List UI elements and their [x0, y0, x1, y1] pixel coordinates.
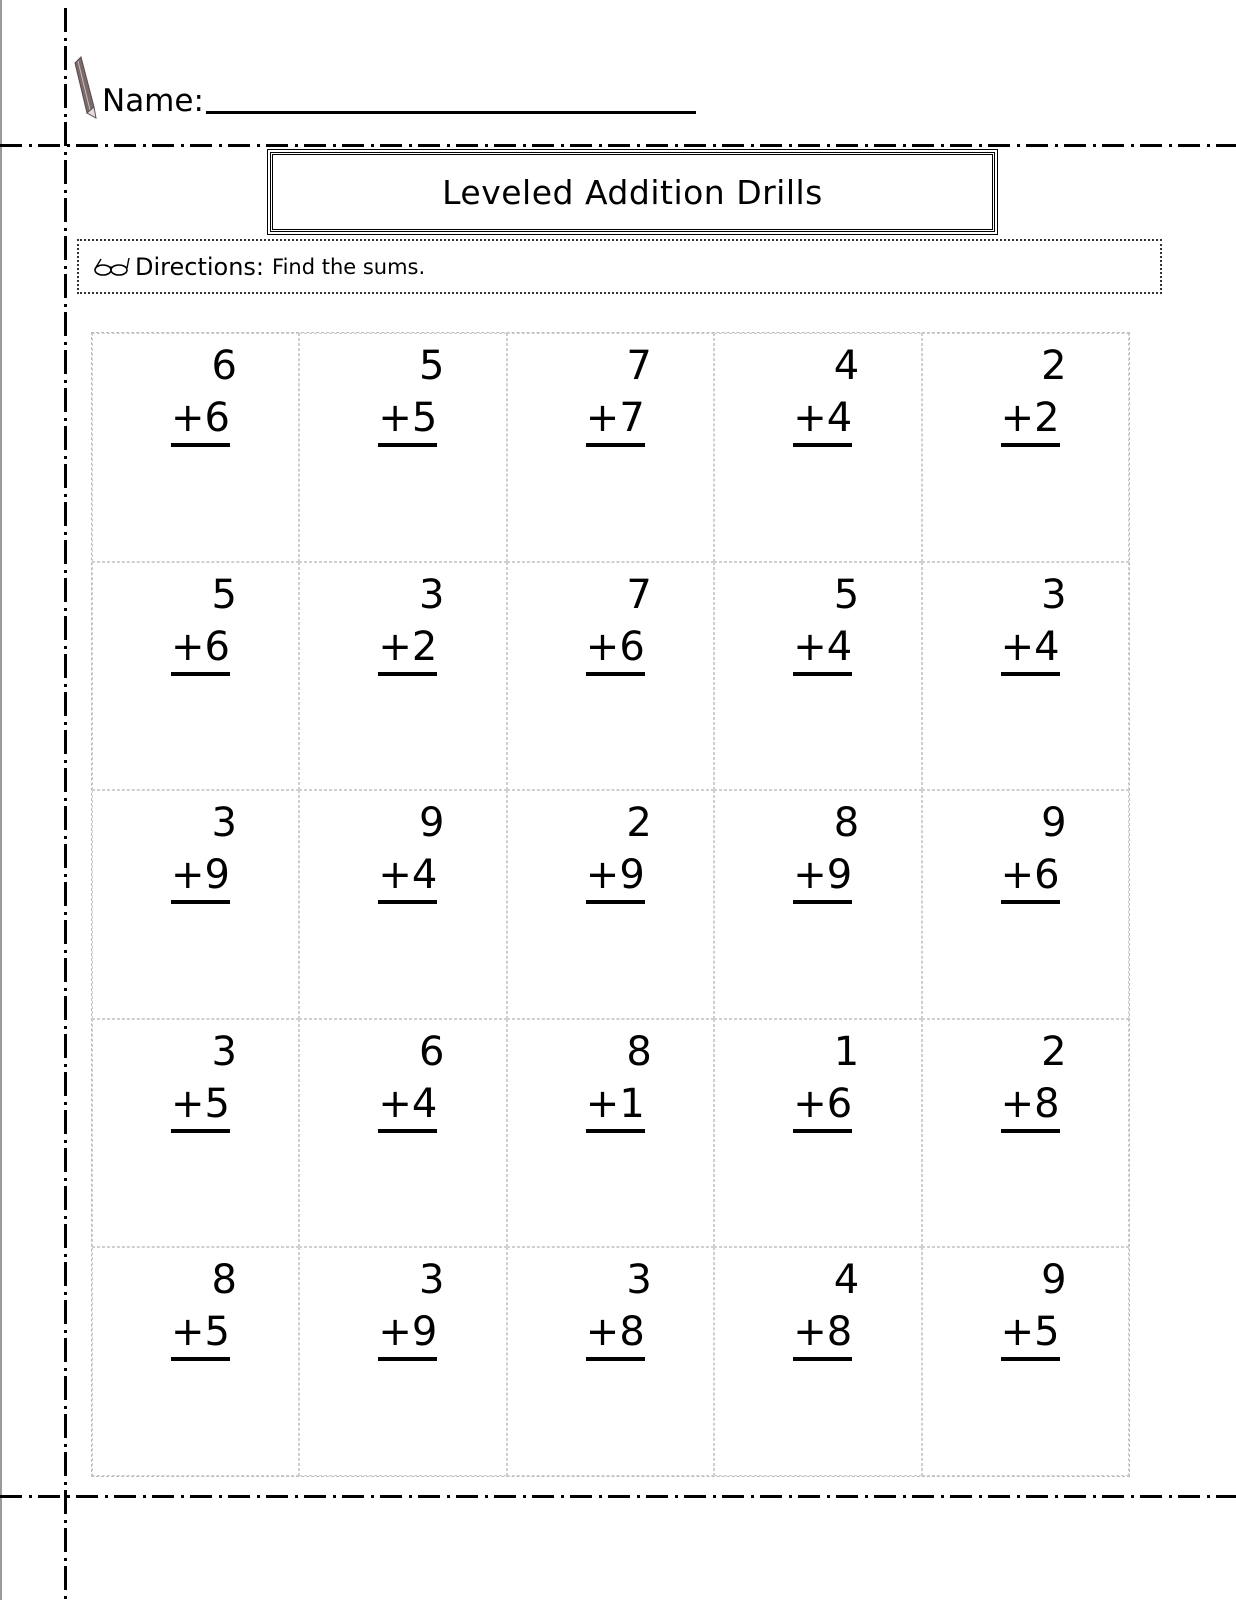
problem-grid [91, 332, 1130, 1477]
problem-cell[interactable] [507, 333, 714, 562]
addend-bottom: +4 [793, 624, 852, 676]
addend-top: 8 [211, 1257, 237, 1304]
addend-top: 7 [626, 571, 652, 618]
problem-cell[interactable] [92, 790, 299, 1019]
addend-top: 2 [1041, 1028, 1067, 1075]
directions-text: Find the sums. [272, 254, 426, 279]
pencil-icon [72, 55, 98, 120]
problem-cell[interactable] [714, 790, 921, 1019]
problem-cell[interactable] [714, 333, 921, 562]
page-title: Leveled Addition Drills [442, 172, 823, 212]
problem-cell[interactable] [507, 562, 714, 791]
addend-top: 3 [418, 571, 445, 618]
addend-bottom: +6 [171, 624, 230, 676]
problem-cell[interactable] [299, 333, 506, 562]
problem-cell[interactable] [922, 1019, 1129, 1248]
addend-bottom: +7 [586, 395, 645, 447]
addend-bottom: +2 [1001, 395, 1060, 447]
addend-bottom: +6 [1001, 852, 1060, 904]
problem-cell[interactable] [714, 562, 921, 791]
addend-top: 5 [418, 343, 445, 389]
problem-cell[interactable] [299, 790, 506, 1019]
problem-cell[interactable] [922, 1247, 1129, 1476]
addend-bottom: +1 [586, 1081, 645, 1133]
bottom-cut-line [0, 1495, 1236, 1498]
addend-top: 8 [626, 1028, 652, 1075]
addend-bottom: +8 [1001, 1081, 1060, 1133]
addend-top: 8 [833, 800, 860, 847]
addend-top: 6 [418, 1028, 445, 1075]
addend-top: 4 [833, 343, 860, 389]
problem-cell[interactable] [92, 1247, 299, 1476]
addend-bottom: +8 [586, 1309, 645, 1361]
addend-bottom: +5 [171, 1081, 230, 1133]
addend-top: 3 [211, 1028, 237, 1075]
name-field-line[interactable] [206, 111, 696, 114]
directions-label: Directions: [135, 252, 265, 281]
addend-bottom: +2 [378, 624, 437, 676]
addend-bottom: +5 [1001, 1309, 1060, 1361]
problem-cell[interactable] [507, 1019, 714, 1248]
addend-bottom: +6 [586, 624, 645, 676]
problem-cell[interactable] [92, 333, 299, 562]
addend-top: 3 [626, 1257, 652, 1304]
addend-top: 4 [833, 1257, 860, 1304]
addend-bottom: +4 [378, 1081, 437, 1133]
title-box [270, 152, 995, 232]
addend-top: 2 [1041, 343, 1067, 389]
glasses-icon [93, 257, 131, 277]
problem-cell[interactable] [714, 1019, 921, 1248]
page-edge [0, 0, 2, 1600]
addend-top: 2 [626, 800, 652, 847]
addend-top: 9 [1041, 1257, 1067, 1304]
problem-cell[interactable] [299, 1019, 506, 1248]
addend-bottom: +8 [793, 1309, 852, 1361]
problem-cell[interactable] [507, 1247, 714, 1476]
problem-cell[interactable] [714, 1247, 921, 1476]
addend-bottom: +9 [171, 852, 230, 904]
problem-cell[interactable] [92, 562, 299, 791]
addend-bottom: +4 [378, 852, 437, 904]
top-cut-line [0, 144, 1236, 147]
addend-bottom: +5 [378, 395, 437, 447]
problem-cell[interactable] [922, 333, 1129, 562]
addend-top: 5 [211, 571, 237, 618]
problem-cell[interactable] [299, 562, 506, 791]
name-row [72, 55, 696, 120]
problem-cell[interactable] [507, 790, 714, 1019]
addend-bottom: +4 [1001, 624, 1060, 676]
addend-bottom: +4 [793, 395, 852, 447]
directions-box [77, 239, 1162, 294]
addend-top: 9 [1041, 800, 1067, 847]
vertical-cut-line [64, 8, 67, 1600]
addend-top: 6 [211, 343, 237, 389]
addend-top: 5 [833, 571, 860, 618]
addend-bottom: +9 [378, 1309, 437, 1361]
addend-top: 3 [418, 1257, 445, 1304]
addend-bottom: +9 [586, 852, 645, 904]
name-label: Name: [102, 83, 204, 119]
addend-top: 9 [418, 800, 445, 847]
addend-bottom: +5 [171, 1309, 230, 1361]
addend-top: 1 [833, 1028, 860, 1075]
addend-bottom: +6 [793, 1081, 852, 1133]
problem-cell[interactable] [922, 790, 1129, 1019]
addend-bottom: +9 [793, 852, 852, 904]
problem-cell[interactable] [92, 1019, 299, 1248]
addend-top: 7 [626, 343, 652, 389]
addend-bottom: +6 [171, 395, 230, 447]
problem-cell[interactable] [299, 1247, 506, 1476]
addend-top: 3 [211, 800, 237, 847]
problem-cell[interactable] [922, 562, 1129, 791]
addend-top: 3 [1041, 571, 1067, 618]
